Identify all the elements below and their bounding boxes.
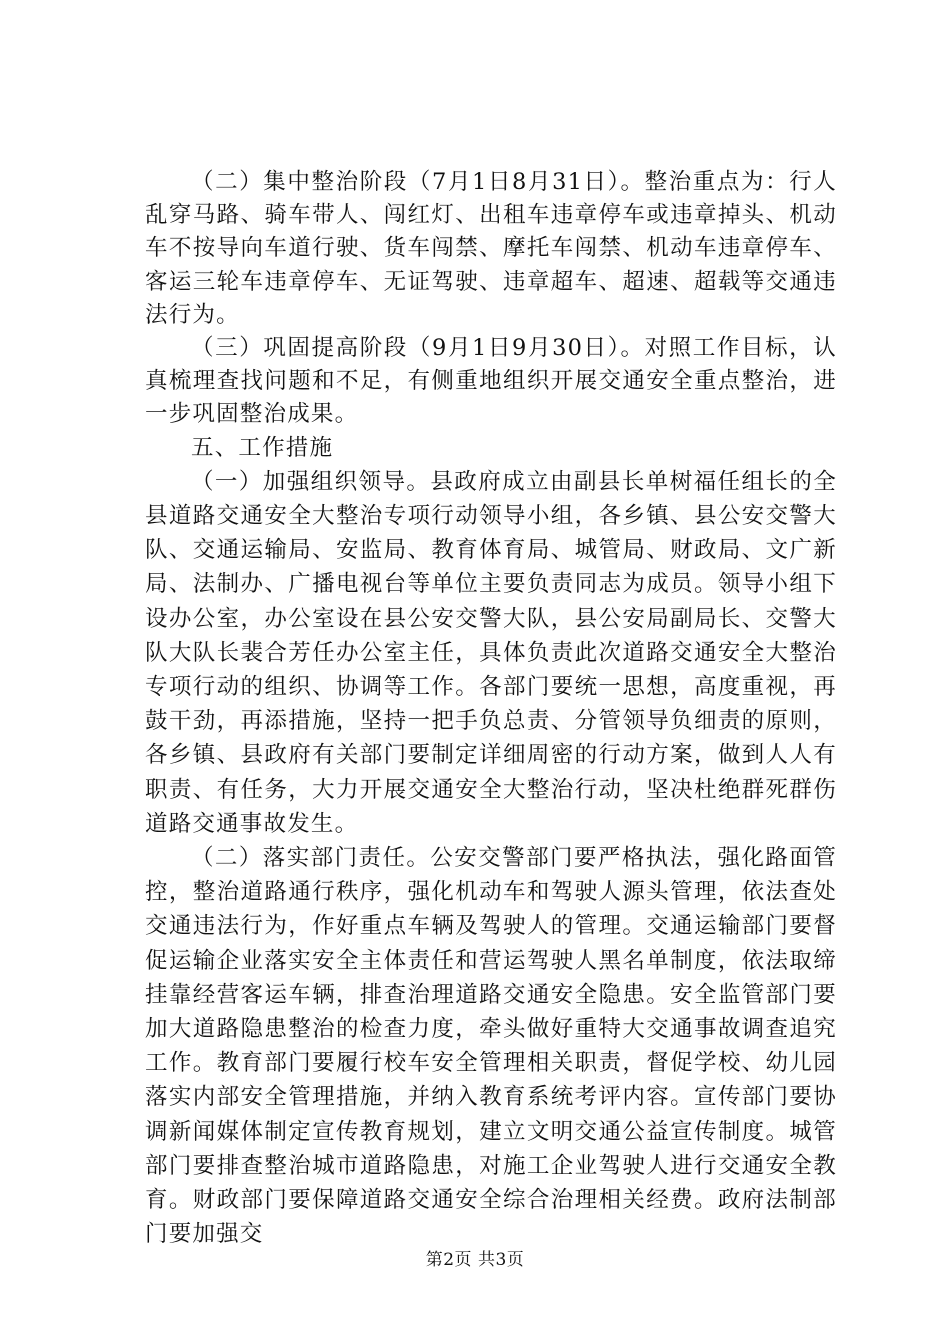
document-body (145, 166, 837, 1252)
section-heading-work-measures: 五、工作措施 (191, 434, 334, 461)
paragraph-concentrated-rectification-stage: （二）集中整治阶段（7月1日8月31日）。整治重点为：行人乱穿马路、骑车带人、闯红灯、出租车违章停车或违章掉头、机动车不按导向车道行驶、货车闯禁、摩托车闯禁、机动车违章停车、客运三轮车违章停车、无证驾驶、违章超车、超速、超载等交通违法行为。 (145, 169, 837, 328)
paragraph-department-responsibility: （二）落实部门责任。公安交警部门要严格执法，强化路面管控，整治道路通行秩序，强化机动车和驾驶人源头管理，依法查处交通违法行为，作好重点车辆及驾驶人的管理。交通运输部门要督促运输企业落实安全主体责任和营运驾驶人黑名单制度，依法取缔挂靠经营客运车辆，排查治理道路交通安全隐患。安全监管部门要加大道路隐患整治的检查力度，牵头做好重特大交通事故调查追究工作。教育部门要履行校车安全管理相关职责，督促学校、幼儿园落实内部安全管理措施，并纳入教育系统考评内容。宣传部门要协调新闻媒体制定宣传教育规划，建立文明交通公益宣传制度。城管部门要排查整治城市道路隐患，对施工企业驾驶人进行交通安全教育。财政部门要保障道路交通安全综合治理相关经费。政府法制部门要加强交 (145, 845, 837, 1248)
paragraph-strengthen-leadership: （一）加强组织领导。县政府成立由副县长单树福任组长的全县道路交通安全大整治专项行动领导小组，各乡镇、县公安交警大队、交通运输局、安监局、教育体育局、城管局、财政局、文广新局、法制办、广播电视台等单位主要负责同志为成员。领导小组下设办公室，办公室设在县公安交警大队，县公安局副局长、交警大队大队长裴合芳任办公室主任，具体负责此次道路交通安全大整治专项行动的组织、协调等工作。各部门要统一思想，高度重视，再鼓干劲，再添措施，坚持一把手负总责、分管领导负细责的原则，各乡镇、县政府有关部门要制定详细周密的行动方案，做到人人有职责、有任务，大力开展交通安全大整治行动，坚决杜绝群死群伤道路交通事故发生。 (145, 468, 837, 837)
paragraph-consolidation-stage: （三）巩固提高阶段（9月1日9月30日）。对照工作目标，认真梳理查找问题和不足，有侧重地组织开展交通安全重点整治，进一步巩固整治成果。 (145, 335, 837, 428)
page-footer: 第2页 共3页 (425, 1250, 525, 1270)
